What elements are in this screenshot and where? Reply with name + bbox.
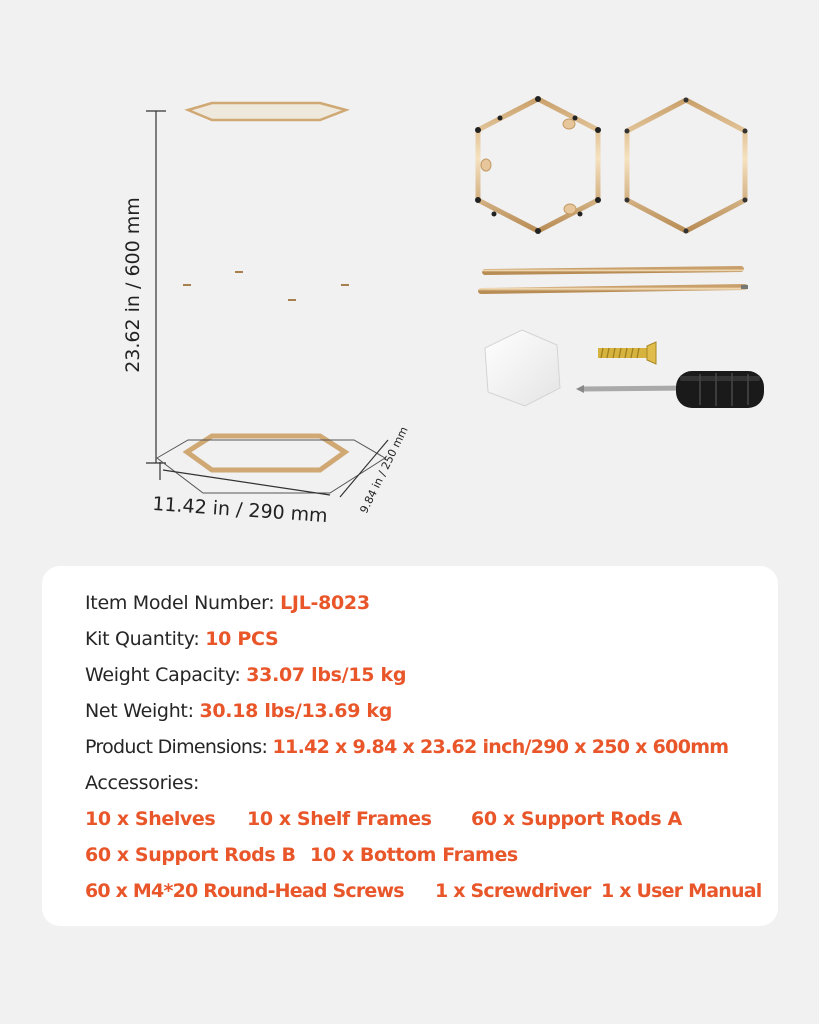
product-dimensions-row bbox=[85, 736, 728, 758]
accessory-item: 10 x Bottom Frames bbox=[310, 844, 518, 866]
model-number-label: Item Model Number: bbox=[85, 592, 275, 614]
product-dimensions-label: Product Dimensions: bbox=[85, 736, 268, 758]
stand-illustration bbox=[157, 103, 385, 493]
accessory-item: 10 x Shelf Frames bbox=[247, 808, 432, 830]
width-dimension-line bbox=[160, 462, 330, 495]
model-number-value: LJL-8023 bbox=[280, 592, 370, 614]
shelf-frame-with-brackets bbox=[475, 96, 601, 234]
product-dimensions-value: 11.42 x 9.84 x 23.62 inch/290 x 250 x 600mm bbox=[272, 736, 729, 758]
kit-quantity-value: 10 PCS bbox=[205, 628, 279, 650]
specifications-card bbox=[42, 566, 778, 926]
accessory-item: 1 x User Manual bbox=[601, 880, 762, 902]
support-rods bbox=[481, 269, 748, 291]
height-dimension-label: 23.62 in / 600 mm bbox=[122, 197, 144, 373]
depth-dimension-label: 9.84 in / 250 mm bbox=[357, 424, 411, 516]
weight-capacity-label: Weight Capacity: bbox=[85, 664, 241, 686]
accessory-item: 60 x M4*20 Round-Head Screws bbox=[85, 880, 404, 902]
accessory-item: 1 x Screwdriver bbox=[435, 880, 591, 902]
kit-quantity-row bbox=[85, 628, 278, 650]
weight-capacity-value: 33.07 lbs/15 kg bbox=[246, 664, 407, 686]
shelf-frame bbox=[625, 98, 748, 234]
width-dimension-label: 11.42 in / 290 mm bbox=[151, 492, 329, 528]
net-weight-value: 30.18 lbs/13.69 kg bbox=[199, 700, 393, 722]
net-weight-row bbox=[85, 700, 392, 722]
net-weight-label: Net Weight: bbox=[85, 700, 194, 722]
weight-capacity-row bbox=[85, 664, 406, 686]
shelf-tile bbox=[485, 330, 560, 406]
accessories-heading: Accessories: bbox=[85, 772, 200, 794]
accessory-item: 60 x Support Rods A bbox=[471, 808, 682, 830]
height-dimension-line bbox=[146, 111, 166, 463]
accessory-item: 60 x Support Rods B bbox=[85, 844, 296, 866]
accessory-item: 10 x Shelves bbox=[85, 808, 216, 830]
screwdriver-icon bbox=[576, 371, 764, 408]
screw-icon bbox=[598, 342, 656, 364]
kit-quantity-label: Kit Quantity: bbox=[85, 628, 200, 650]
model-number-row bbox=[85, 592, 370, 614]
